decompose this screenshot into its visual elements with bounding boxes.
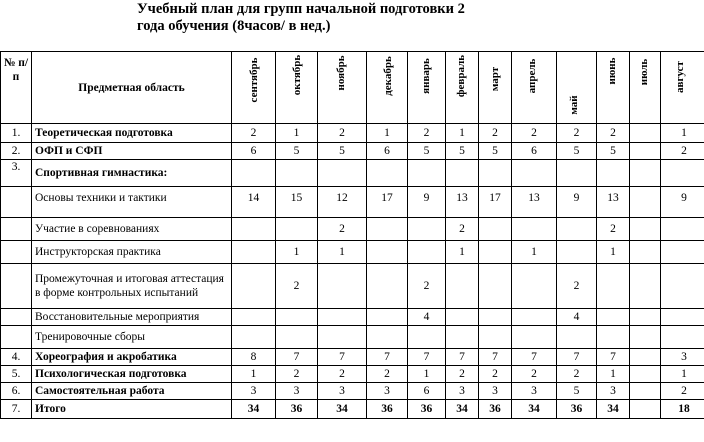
header-area: Предметная область bbox=[32, 52, 232, 124]
row-number bbox=[1, 187, 32, 218]
hours-cell: 5 bbox=[276, 143, 318, 160]
hours-cell: 1 bbox=[661, 124, 704, 143]
row-number bbox=[1, 264, 32, 309]
row-number: 7. bbox=[1, 400, 32, 419]
hours-cell: 7 bbox=[408, 349, 446, 366]
subject-area: Промежуточная и итоговая аттестация в форме контрольных испытаний bbox=[32, 264, 232, 309]
hours-cell bbox=[512, 264, 557, 309]
hours-cell: 3 bbox=[479, 383, 512, 400]
hours-cell: 3 bbox=[232, 383, 276, 400]
hours-cell bbox=[630, 218, 661, 241]
hours-cell: 17 bbox=[479, 187, 512, 218]
subject-area: Участие в соревнованиях bbox=[32, 218, 232, 241]
hours-cell bbox=[408, 160, 446, 187]
subject-area: Хореография и акробатика bbox=[32, 349, 232, 366]
hours-cell bbox=[367, 309, 408, 326]
header-num: № п/п bbox=[1, 52, 32, 124]
hours-cell: 2 bbox=[479, 366, 512, 383]
table-row bbox=[1, 400, 704, 419]
subject-area: Теоретическая подготовка bbox=[32, 124, 232, 143]
hours-cell bbox=[479, 160, 512, 187]
hours-cell bbox=[630, 309, 661, 326]
hours-cell: 1 bbox=[597, 366, 630, 383]
table-row bbox=[1, 143, 704, 160]
subject-area: Восстановительные мероприятия bbox=[32, 309, 232, 326]
month-header-label: май bbox=[568, 95, 580, 115]
hours-cell: 17 bbox=[367, 187, 408, 218]
hours-cell: 3 bbox=[597, 383, 630, 400]
month-header-label: июль bbox=[638, 58, 650, 86]
table-row bbox=[1, 326, 704, 349]
hours-cell: 5 bbox=[446, 143, 479, 160]
hours-cell: 2 bbox=[367, 366, 408, 383]
hours-cell: 5 bbox=[408, 143, 446, 160]
hours-cell bbox=[232, 264, 276, 309]
hours-cell: 9 bbox=[557, 187, 597, 218]
hours-cell: 1 bbox=[661, 366, 704, 383]
month-header-label: март bbox=[489, 66, 501, 92]
hours-cell: 36 bbox=[479, 400, 512, 419]
hours-cell bbox=[318, 326, 367, 349]
hours-cell: 2 bbox=[318, 366, 367, 383]
table-row bbox=[1, 160, 704, 187]
hours-cell: 2 bbox=[408, 264, 446, 309]
hours-cell bbox=[479, 218, 512, 241]
table-row bbox=[1, 349, 704, 366]
hours-cell: 3 bbox=[367, 383, 408, 400]
hours-cell bbox=[479, 241, 512, 264]
hours-cell bbox=[408, 326, 446, 349]
hours-cell bbox=[479, 264, 512, 309]
row-number bbox=[1, 326, 32, 349]
hours-cell bbox=[512, 160, 557, 187]
hours-cell: 2 bbox=[232, 124, 276, 143]
hours-cell: 1 bbox=[597, 241, 630, 264]
row-number: 6. bbox=[1, 383, 32, 400]
month-header bbox=[446, 52, 479, 124]
month-header bbox=[367, 52, 408, 124]
hours-cell bbox=[630, 383, 661, 400]
hours-cell bbox=[661, 264, 704, 309]
hours-cell: 7 bbox=[446, 349, 479, 366]
hours-cell: 2 bbox=[557, 264, 597, 309]
row-number: 5. bbox=[1, 366, 32, 383]
hours-cell bbox=[446, 309, 479, 326]
hours-cell: 2 bbox=[512, 366, 557, 383]
hours-cell: 1 bbox=[276, 241, 318, 264]
hours-cell: 6 bbox=[367, 143, 408, 160]
month-header bbox=[661, 52, 704, 124]
hours-cell bbox=[512, 218, 557, 241]
hours-cell bbox=[232, 309, 276, 326]
hours-cell: 5 bbox=[597, 143, 630, 160]
hours-cell: 14 bbox=[232, 187, 276, 218]
hours-cell: 34 bbox=[232, 400, 276, 419]
hours-cell: 7 bbox=[512, 349, 557, 366]
table-row bbox=[1, 241, 704, 264]
hours-cell: 2 bbox=[597, 218, 630, 241]
month-header bbox=[408, 52, 446, 124]
title-line-2: года обучения (8часов/ в нед.) bbox=[137, 18, 331, 34]
hours-cell: 13 bbox=[446, 187, 479, 218]
table-row bbox=[1, 124, 704, 143]
hours-cell: 2 bbox=[661, 143, 704, 160]
hours-cell bbox=[557, 326, 597, 349]
row-number: 1. bbox=[1, 124, 32, 143]
hours-cell bbox=[318, 264, 367, 309]
hours-cell bbox=[276, 309, 318, 326]
month-header-label: ноябрь bbox=[335, 55, 347, 91]
hours-cell: 9 bbox=[661, 187, 704, 218]
hours-cell: 1 bbox=[446, 124, 479, 143]
month-header-label: январь bbox=[420, 58, 432, 94]
hours-cell: 4 bbox=[557, 309, 597, 326]
hours-cell bbox=[630, 400, 661, 419]
hours-cell bbox=[367, 326, 408, 349]
hours-cell: 3 bbox=[276, 383, 318, 400]
hours-cell bbox=[479, 309, 512, 326]
table-row bbox=[1, 187, 704, 218]
hours-cell: 2 bbox=[446, 218, 479, 241]
hours-cell: 3 bbox=[446, 383, 479, 400]
hours-cell bbox=[512, 326, 557, 349]
hours-cell bbox=[661, 326, 704, 349]
hours-cell: 2 bbox=[276, 264, 318, 309]
hours-cell bbox=[408, 218, 446, 241]
hours-cell: 34 bbox=[318, 400, 367, 419]
hours-cell: 1 bbox=[232, 366, 276, 383]
hours-cell: 1 bbox=[276, 124, 318, 143]
hours-cell bbox=[597, 160, 630, 187]
table-row bbox=[1, 264, 704, 309]
hours-cell bbox=[367, 160, 408, 187]
subject-area: Основы техники и тактики bbox=[32, 187, 232, 218]
hours-cell: 9 bbox=[408, 187, 446, 218]
month-header bbox=[557, 52, 597, 124]
hours-cell bbox=[630, 264, 661, 309]
hours-cell: 2 bbox=[318, 218, 367, 241]
hours-cell: 7 bbox=[597, 349, 630, 366]
hours-cell bbox=[232, 160, 276, 187]
subject-area: Тренировочные сборы bbox=[32, 326, 232, 349]
hours-cell: 34 bbox=[597, 400, 630, 419]
hours-cell bbox=[479, 326, 512, 349]
hours-cell: 8 bbox=[232, 349, 276, 366]
hours-cell bbox=[597, 326, 630, 349]
hours-cell: 3 bbox=[661, 349, 704, 366]
hours-cell bbox=[630, 124, 661, 143]
hours-cell: 3 bbox=[318, 383, 367, 400]
hours-cell bbox=[276, 326, 318, 349]
month-header bbox=[630, 52, 661, 124]
hours-cell: 2 bbox=[408, 124, 446, 143]
month-header bbox=[597, 52, 630, 124]
month-header bbox=[232, 52, 276, 124]
hours-cell: 36 bbox=[276, 400, 318, 419]
hours-cell bbox=[367, 218, 408, 241]
hours-cell bbox=[557, 218, 597, 241]
table-row bbox=[1, 366, 704, 383]
hours-cell bbox=[446, 264, 479, 309]
hours-cell: 5 bbox=[557, 143, 597, 160]
hours-cell: 1 bbox=[512, 241, 557, 264]
hours-cell bbox=[232, 241, 276, 264]
hours-cell bbox=[557, 241, 597, 264]
hours-cell: 2 bbox=[557, 366, 597, 383]
subject-area: Спортивная гимнастика: bbox=[32, 160, 232, 187]
hours-cell: 12 bbox=[318, 187, 367, 218]
hours-cell: 2 bbox=[557, 124, 597, 143]
hours-cell: 2 bbox=[276, 366, 318, 383]
hours-cell: 1 bbox=[318, 241, 367, 264]
subject-area: Самостоятельная работа bbox=[32, 383, 232, 400]
hours-cell: 6 bbox=[232, 143, 276, 160]
month-header bbox=[276, 52, 318, 124]
title-line-1: Учебный план для групп начальной подготовки 2 bbox=[137, 1, 465, 17]
hours-cell bbox=[232, 218, 276, 241]
subject-area: Инструкторская практика bbox=[32, 241, 232, 264]
hours-cell: 2 bbox=[597, 124, 630, 143]
hours-cell: 34 bbox=[512, 400, 557, 419]
hours-cell bbox=[367, 264, 408, 309]
month-header-label: апрель bbox=[526, 58, 538, 94]
hours-cell bbox=[318, 309, 367, 326]
hours-cell bbox=[630, 241, 661, 264]
hours-cell: 6 bbox=[512, 143, 557, 160]
hours-cell bbox=[276, 160, 318, 187]
hours-cell: 1 bbox=[446, 241, 479, 264]
table-row bbox=[1, 383, 704, 400]
hours-cell bbox=[630, 160, 661, 187]
hours-cell bbox=[661, 218, 704, 241]
header-row bbox=[1, 52, 704, 124]
hours-cell: 2 bbox=[479, 124, 512, 143]
month-header-label: август bbox=[674, 61, 686, 93]
hours-cell bbox=[630, 143, 661, 160]
hours-cell: 2 bbox=[661, 383, 704, 400]
month-header-label: июнь bbox=[606, 57, 618, 85]
table-row bbox=[1, 218, 704, 241]
table-row bbox=[1, 309, 704, 326]
hours-cell: 6 bbox=[408, 383, 446, 400]
subject-area: ОФП и СФП bbox=[32, 143, 232, 160]
hours-cell bbox=[276, 218, 318, 241]
hours-cell bbox=[232, 326, 276, 349]
hours-cell: 5 bbox=[557, 383, 597, 400]
subject-area: Итого bbox=[32, 400, 232, 419]
hours-cell: 2 bbox=[512, 124, 557, 143]
hours-cell: 7 bbox=[479, 349, 512, 366]
document-title bbox=[137, 1, 465, 35]
hours-cell: 13 bbox=[597, 187, 630, 218]
hours-cell bbox=[597, 264, 630, 309]
hours-cell bbox=[661, 160, 704, 187]
hours-cell: 18 bbox=[661, 400, 704, 419]
hours-cell bbox=[630, 366, 661, 383]
hours-cell: 7 bbox=[276, 349, 318, 366]
row-number bbox=[1, 218, 32, 241]
hours-cell: 2 bbox=[446, 366, 479, 383]
hours-cell bbox=[446, 160, 479, 187]
row-number: 4. bbox=[1, 349, 32, 366]
month-header-label: сентябрь bbox=[248, 57, 260, 103]
month-header-label: февраль bbox=[455, 54, 467, 98]
hours-cell bbox=[446, 326, 479, 349]
hours-cell: 7 bbox=[318, 349, 367, 366]
hours-cell: 2 bbox=[318, 124, 367, 143]
month-header-label: декабрь bbox=[382, 56, 394, 96]
hours-cell bbox=[630, 187, 661, 218]
hours-cell: 1 bbox=[408, 366, 446, 383]
month-header bbox=[479, 52, 512, 124]
hours-cell: 13 bbox=[512, 187, 557, 218]
hours-cell: 36 bbox=[408, 400, 446, 419]
row-number bbox=[1, 241, 32, 264]
hours-cell: 3 bbox=[512, 383, 557, 400]
hours-cell: 15 bbox=[276, 187, 318, 218]
hours-cell: 5 bbox=[318, 143, 367, 160]
hours-cell: 36 bbox=[367, 400, 408, 419]
hours-cell: 34 bbox=[446, 400, 479, 419]
row-number: 3. bbox=[1, 160, 32, 187]
hours-cell bbox=[557, 160, 597, 187]
hours-cell bbox=[367, 241, 408, 264]
subject-area: Психологическая подготовка bbox=[32, 366, 232, 383]
month-header-label: октябрь bbox=[291, 54, 303, 96]
hours-cell bbox=[512, 309, 557, 326]
hours-cell bbox=[597, 309, 630, 326]
hours-cell: 7 bbox=[557, 349, 597, 366]
month-header bbox=[318, 52, 367, 124]
hours-cell bbox=[661, 309, 704, 326]
hours-cell bbox=[630, 349, 661, 366]
row-number: 2. bbox=[1, 143, 32, 160]
row-number bbox=[1, 309, 32, 326]
hours-cell bbox=[408, 241, 446, 264]
hours-cell: 1 bbox=[367, 124, 408, 143]
hours-cell: 5 bbox=[479, 143, 512, 160]
hours-cell bbox=[661, 241, 704, 264]
hours-cell: 7 bbox=[367, 349, 408, 366]
hours-cell: 4 bbox=[408, 309, 446, 326]
month-header bbox=[512, 52, 557, 124]
hours-cell bbox=[630, 326, 661, 349]
hours-cell bbox=[318, 160, 367, 187]
curriculum-table bbox=[0, 51, 704, 419]
hours-cell: 36 bbox=[557, 400, 597, 419]
